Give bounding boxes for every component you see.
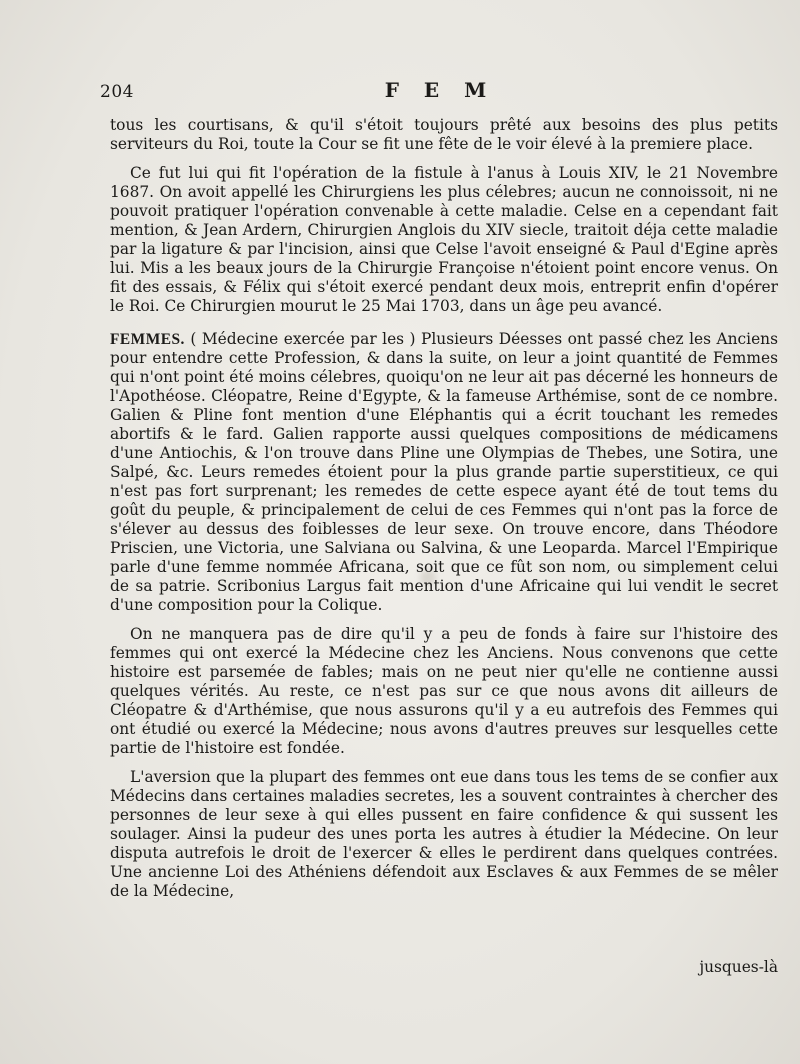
paragraph-louis-xiv-operation: Ce fut lui qui fit l'opération de la fistule à l'anus à Louis XIV, le 21 Novembre 1687. On avoit appellé les Chirurgiens les plus célebres; aucun ne connoissoit, ni ne pouvoit pratiquer l'opération convenable à cette maladie. Celse en a cependant fait mention, & Jean Ardern, Chirurgien Anglois du XIV siecle, traitoit déja cette maladie par la ligature & par l'incision, ainsi que Celse l'avoit enseigné & Paul d'Egine après lui. Mis a les beaux jours de la Chirurgie Françoise n'étoient point encore venus. On fit des essais, & Félix qui s'étoit exercé pendant deux mois, entreprit enfin d'opérer le Roi. Ce Chirurgien mourut le 25 Mai 1703, dans un âge peu avancé. [110, 164, 778, 315]
body-text [110, 116, 778, 911]
page-number: 204 [100, 82, 134, 102]
paragraph-continuation: tous les courtisans, & qu'il s'étoit toujours prêté aux besoins des plus petits serviteurs du Roi, toute la Cour se fit une fête de le voir élevé à la premiere place. [110, 116, 778, 153]
headword: FEMMES. [110, 331, 185, 348]
running-head: F E M [384, 78, 496, 102]
paragraph-history-of-women: On ne manquera pas de dire qu'il y a peu de fonds à faire sur l'histoire des femmes qui ont exercé la Médecine chez les Anciens. Nous convenons que cette histoire est parsemée de fables; mais on ne peut nier qu'elle ne contienne aussi quelques vérités. Au reste, ce n'est pas sur ce que nous avons dit ailleurs de Cléopatre & d'Arthémise, que nous assurons qu'il y a eu autrefois des Femmes qui ont étudié ou exercé la Médecine; nous avons d'autres preuves sur lesquelles cette partie de l'histoire est fondée. [110, 625, 778, 757]
catchword: jusques-là [699, 958, 778, 976]
entry-femmes: FEMMES. ( Médecine exercée par les ) Plusieurs Déesses ont passé chez les Anciens pour entendre cette Profession, & dans la suite, on leur a joint quantité de Femmes qui n'ont point été moins célebres, quoiqu'on ne leur ait pas décerné les honneurs de l'Apothéose. Cléopatre, Reine d'Egypte, & la fameuse Arthémise, sont de ce nombre. Galien & Pline font mention d'une Eléphantis qui a écrit touchant les remedes abortifs & le fard. Galien rapporte aussi quelques compositions de médicamens d'une Antiochis, & l'on trouve dans Pline une Olympias de Thebes, une Sotira, une Salpé, &c. Leurs remedes étoient pour la plus grande partie superstitieux, ce qui n'est pas fort surprenant; les remedes de cette espece ayant été de tout tems du goût du peuple, & principalement de celui de ces Femmes qui n'ont pas la force de s'élever au dessus des foiblesses de leur sexe. On trouve encore, dans Théodore Priscien, une Victoria, une Salviana ou Salvina, & une Leoparda. Marcel l'Empirique parle d'une femme nommée Africana, soit que ce fût son nom, ou simplement celui de sa patrie. Scribonius Largus fait mention d'une Africaine qui lui vendit le secret d'une composition pour la Colique. [110, 330, 778, 614]
page-header [100, 78, 780, 108]
paragraph-aversion: L'aversion que la plupart des femmes ont eue dans tous les tems de se confier aux Médecins dans certaines maladies secretes, les a souvent contraintes à chercher des personnes de leur sexe à qui elles pussent en faire confidence & qui sussent les soulager. Ainsi la pudeur des unes porta les autres à étudier la Médecine. On leur disputa autrefois le droit de l'exercer & elles le perdirent dans quelques contrées. Une ancienne Loi des Athéniens défendoit aux Esclaves & aux Femmes de se mêler de la Médecine, [110, 768, 778, 900]
